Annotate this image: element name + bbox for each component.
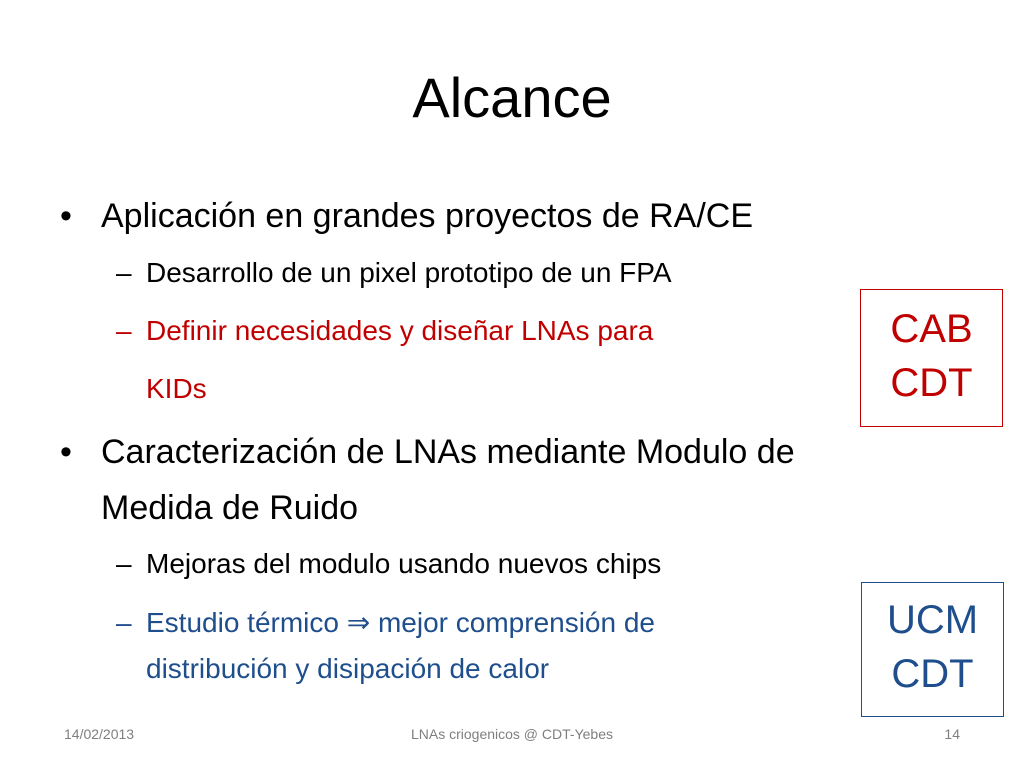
footer-center: LNAs criogenicos @ CDT-Yebes bbox=[410, 726, 613, 742]
bullet-2-line1: Caracterización de LNAs mediante Modulo de bbox=[101, 433, 795, 471]
bullet-1-text: Aplicación en grandes proyectos de RA/CE bbox=[101, 197, 754, 235]
footer-date: 14/02/2013 bbox=[64, 726, 135, 742]
box-2-line1: UCM bbox=[886, 598, 979, 642]
box-2-line2: CDT bbox=[891, 652, 974, 696]
subitem-1-2-line2: KIDs bbox=[146, 373, 207, 404]
dash-icon: – bbox=[116, 315, 132, 346]
footer-page-number: 14 bbox=[944, 726, 960, 742]
subitem-2-2-line1: Estudio térmico ⇒ mejor comprensión de bbox=[146, 607, 656, 638]
subitem-2-2-line2: distribución y disipación de calor bbox=[146, 653, 550, 684]
cab-cdt-box bbox=[860, 289, 1003, 427]
slide-title: Alcance bbox=[412, 66, 612, 129]
bullet-2-line2: Medida de Ruido bbox=[101, 489, 359, 527]
box-1-line1: CAB bbox=[890, 307, 973, 351]
subitem-1-1-text: Desarrollo de un pixel prototipo de un FPA bbox=[146, 257, 672, 288]
dash-icon: – bbox=[116, 257, 132, 288]
bullet-dot-icon: • bbox=[60, 197, 72, 235]
dash-icon: – bbox=[116, 548, 132, 579]
subitem-2-1-text: Mejoras del modulo usando nuevos chips bbox=[146, 548, 662, 579]
ucm-cdt-box bbox=[861, 582, 1004, 717]
dash-icon: – bbox=[116, 607, 132, 638]
bullet-dot-icon: • bbox=[60, 433, 72, 471]
box-1-line2: CDT bbox=[890, 361, 973, 405]
subitem-1-2-line1: Definir necesidades y diseñar LNAs para bbox=[146, 315, 654, 346]
